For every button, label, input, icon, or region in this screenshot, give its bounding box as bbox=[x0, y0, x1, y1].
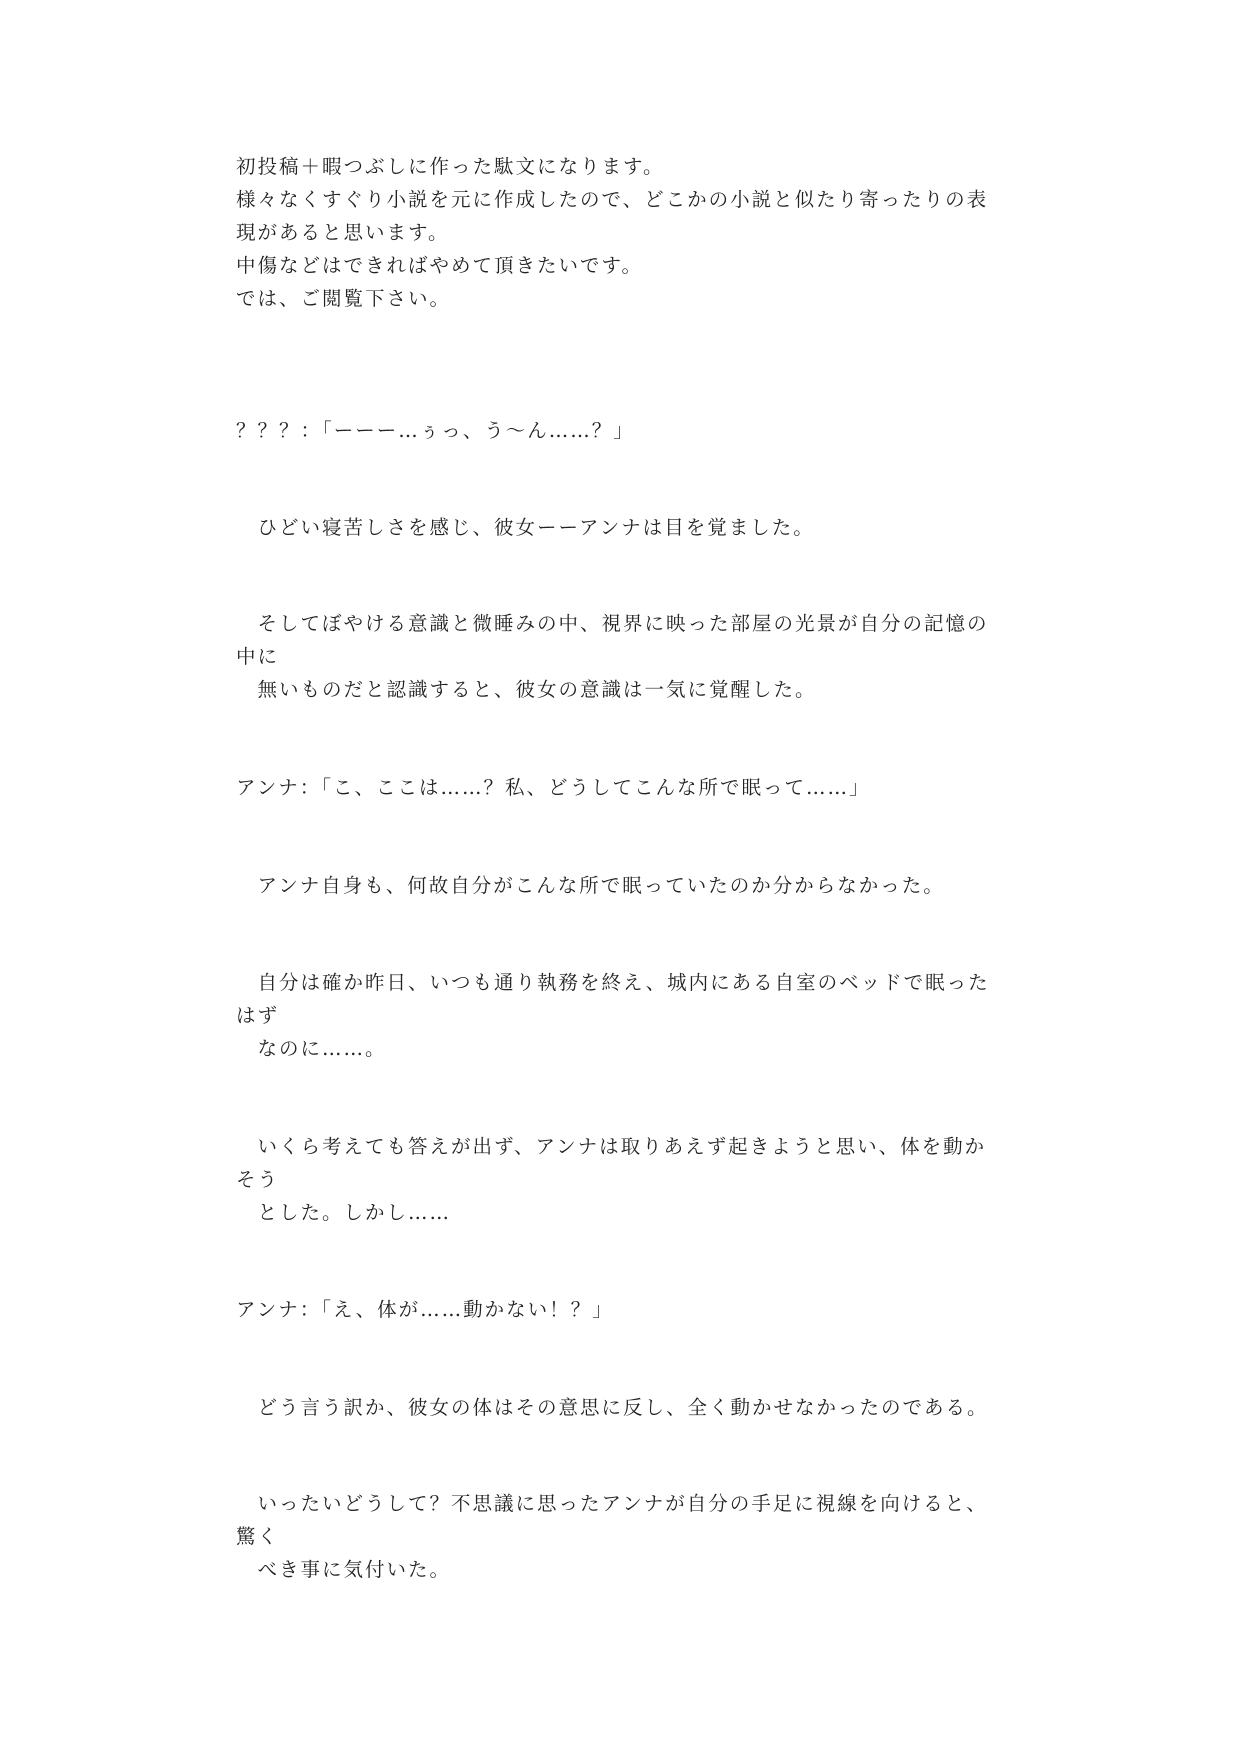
text-line: 中に bbox=[236, 645, 280, 668]
text-line: ひどい寝苦しさを感じ、彼女ーーアンナは目を覚ました。 bbox=[236, 516, 815, 539]
dialogue-line: ？？？：「ーーー…ぅっ、う～ん……？」 bbox=[236, 419, 635, 442]
text-line: 初投稿＋暇つぶしに作った駄文になります。 bbox=[236, 155, 665, 178]
text-line: べき事に気付いた。 bbox=[236, 1558, 452, 1581]
text-line: では、ご閲覧下さい。 bbox=[236, 287, 452, 310]
text-line: いったいどうして？不思議に思ったアンナが自分の手足に視線を向けると、 bbox=[236, 1492, 988, 1515]
text-line: 無いものだと認識すると、彼女の意識は一気に覚醒した。 bbox=[236, 678, 817, 701]
text-line: そう bbox=[236, 1168, 280, 1191]
text-line: 驚く bbox=[236, 1525, 280, 1548]
text-line: とした。しかし…… bbox=[236, 1201, 452, 1224]
text-line: いくら考えても答えが出ず、アンナは取りあえず起きようと思い、体を動か bbox=[236, 1135, 987, 1158]
text-line: 中傷などはできればやめて頂きたいです。 bbox=[236, 254, 643, 277]
document-body bbox=[236, 0, 1016, 1581]
text-line: そしてぼやける意識と微睡みの中、視界に映った部屋の光景が自分の記憶の bbox=[236, 612, 989, 635]
dialogue-line: アンナ：「こ、ここは……？私、どうしてこんな所で眠って……」 bbox=[236, 776, 871, 799]
text-line: 様々なくすぐり小説を元に作成したので、どこかの小説と似たり寄ったりの表 bbox=[236, 188, 989, 211]
text-line: なのに……。 bbox=[236, 1037, 387, 1060]
text-line: はず bbox=[236, 1004, 280, 1027]
text-line: どう言う訳か、彼女の体はその意思に反し、全く動かせなかったのである。 bbox=[236, 1396, 989, 1419]
text-line: 現があると思います。 bbox=[236, 221, 450, 244]
text-line: アンナ自身も、何故自分がこんな所で眠っていたのか分からなかった。 bbox=[236, 874, 945, 897]
text-line: 自分は確か昨日、いつも通り執務を終え、城内にある自室のベッドで眠った bbox=[236, 971, 990, 994]
dialogue-line: アンナ：「え、体が……動かない！？」 bbox=[236, 1298, 614, 1321]
